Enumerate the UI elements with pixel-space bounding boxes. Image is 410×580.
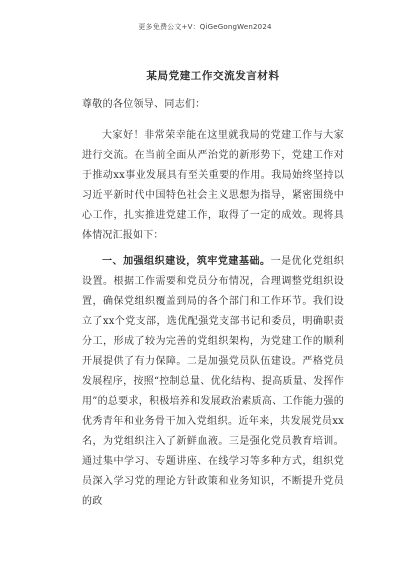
section1-heading: 一、加强组织建设，筑牢党建基础。 — [102, 256, 271, 267]
header-note: 更多免费公文+V：QiGeGongWen2024 — [138, 23, 272, 31]
section1-body: 一是优化党组织设置。根据工作需要和党员分布情况，合理调整党组织设置，确保党组织覆盖到局的各个部门和工作环节。我们设立了xx个党支部，选优配强党支部书记和委员，明确职责分工，形成了较为完善的党组织架构，为党建工作的顺利开展提供了有力保障。二是加强党员队伍建设。严格党员发展程序，按照“控制总量、优化结构、提高质量、发挥作用”的总要求，积极培养和发展政治素质高、工作能力强的优秀青年和业务骨干加入党组织。近年来，共发展党员xx名，为党组织注入了新鲜血液。三是强化党员教育培训。通过集中学习、专题讲座、在线学习等多种方式，组织党员深入学习党的理论方针政策和业务知识，不断提升党员的政 — [82, 256, 344, 507]
document-title: 某局党建工作交流发言材料 — [146, 70, 280, 82]
section1-paragraph — [82, 252, 344, 512]
salutation: 尊敬的各位领导、同志们： — [82, 99, 206, 110]
intro-paragraph: 大家好！非常荣幸能在这里就我局的党建工作与大家进行交流。在当前全面从严治党的新形势下，党建工作对于推动xx事业发展具有至关重要的作用。我局始终坚持以习近平新时代中国特色社会主义思想为指导，紧密围绕中心工作，扎实推进党建工作，取得了一定的成效。现将具体情况汇报如下： — [82, 130, 344, 241]
document-page — [82, 58, 344, 518]
